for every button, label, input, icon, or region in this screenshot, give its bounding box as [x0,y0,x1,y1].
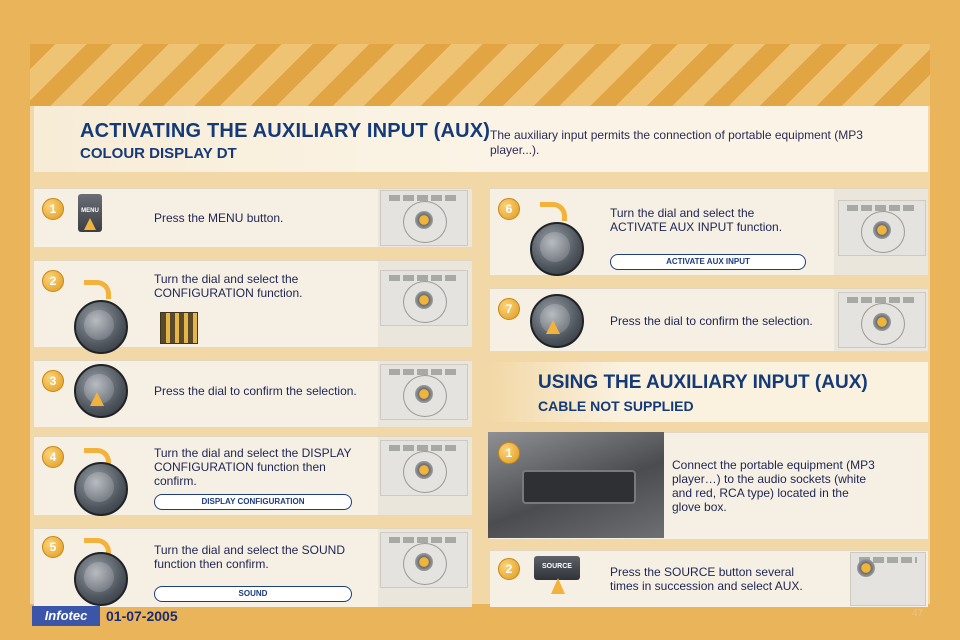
radio-illustration [850,552,926,606]
decorative-stripes [30,44,930,106]
press-arrow-icon [546,320,560,334]
step-text-5: Turn the dial and select the SOUND function then confirm. [154,543,345,571]
section-2-title: USING THE AUXILIARY INPUT (AUX) [538,372,868,393]
dial-knob [530,222,584,276]
section-2-subtitle: CABLE NOT SUPPLIED [538,398,694,414]
dial-knob [74,552,128,606]
page-number: 47 [912,608,924,619]
step-number-6: 6 [498,198,520,220]
screen-label-display-configuration: DISPLAY CONFIGURATION [154,494,352,510]
step-text-3: Press the dial to confirm the selection. [154,384,357,398]
dial-knob [74,364,128,418]
dashboard-illustration [838,200,926,256]
source-button [534,556,580,580]
step-text-7: Press the dial to confirm the selection. [610,314,813,328]
page-title: ACTIVATING THE AUXILIARY INPUT (AUX) [80,120,491,142]
step-number-2: 2 [42,270,64,292]
dashboard-illustration [380,532,468,588]
section-2-step-number-2: 2 [498,558,520,580]
dashboard-illustration [380,190,468,246]
intro-text: The auxiliary input permits the connection of portable equipment (MP3 player...). [490,128,863,157]
step-text-2: Turn the dial and select the CONFIGURATION function. [154,272,303,300]
step-text-4: Turn the dial and select the DISPLAY CONFIGURATION function then confirm. [154,446,352,488]
screen-label-activate-aux-input: ACTIVATE AUX INPUT [610,254,806,270]
dashboard-illustration [838,292,926,348]
step-text-1: Press the MENU button. [154,211,284,225]
screen-label-sound: SOUND [154,586,352,602]
step-number-5: 5 [42,536,64,558]
source-button-label: SOURCE [542,563,572,570]
section-2-step-text-1: Connect the portable equipment (MP3 player…) to the audio sockets (white and red, RCA type) located in the glove box. [672,458,875,514]
dial-knob [74,300,128,354]
step-number-3: 3 [42,370,64,392]
menu-button-label: MENU [81,208,99,214]
step-number-7: 7 [498,298,520,320]
infotec-logo: Infotec [32,606,100,626]
section-2-step-number-1: 1 [498,442,520,464]
dashboard-illustration [380,364,468,420]
step-number-4: 4 [42,446,64,468]
configuration-icon [160,312,198,344]
dashboard-illustration [380,270,468,326]
footer-date: 01-07-2005 [106,608,178,624]
press-arrow-icon [84,218,96,230]
press-arrow-icon [90,392,104,406]
section-2-step-text-2: Press the SOURCE button several times in succession and select AUX. [610,565,803,593]
page-subtitle: COLOUR DISPLAY DT [80,145,237,162]
dashboard-illustration [380,440,468,496]
dial-knob [74,462,128,516]
press-arrow-icon [551,578,565,594]
step-text-6: Turn the dial and select the ACTIVATE AUX INPUT function. [610,206,783,234]
step-number-1: 1 [42,198,64,220]
